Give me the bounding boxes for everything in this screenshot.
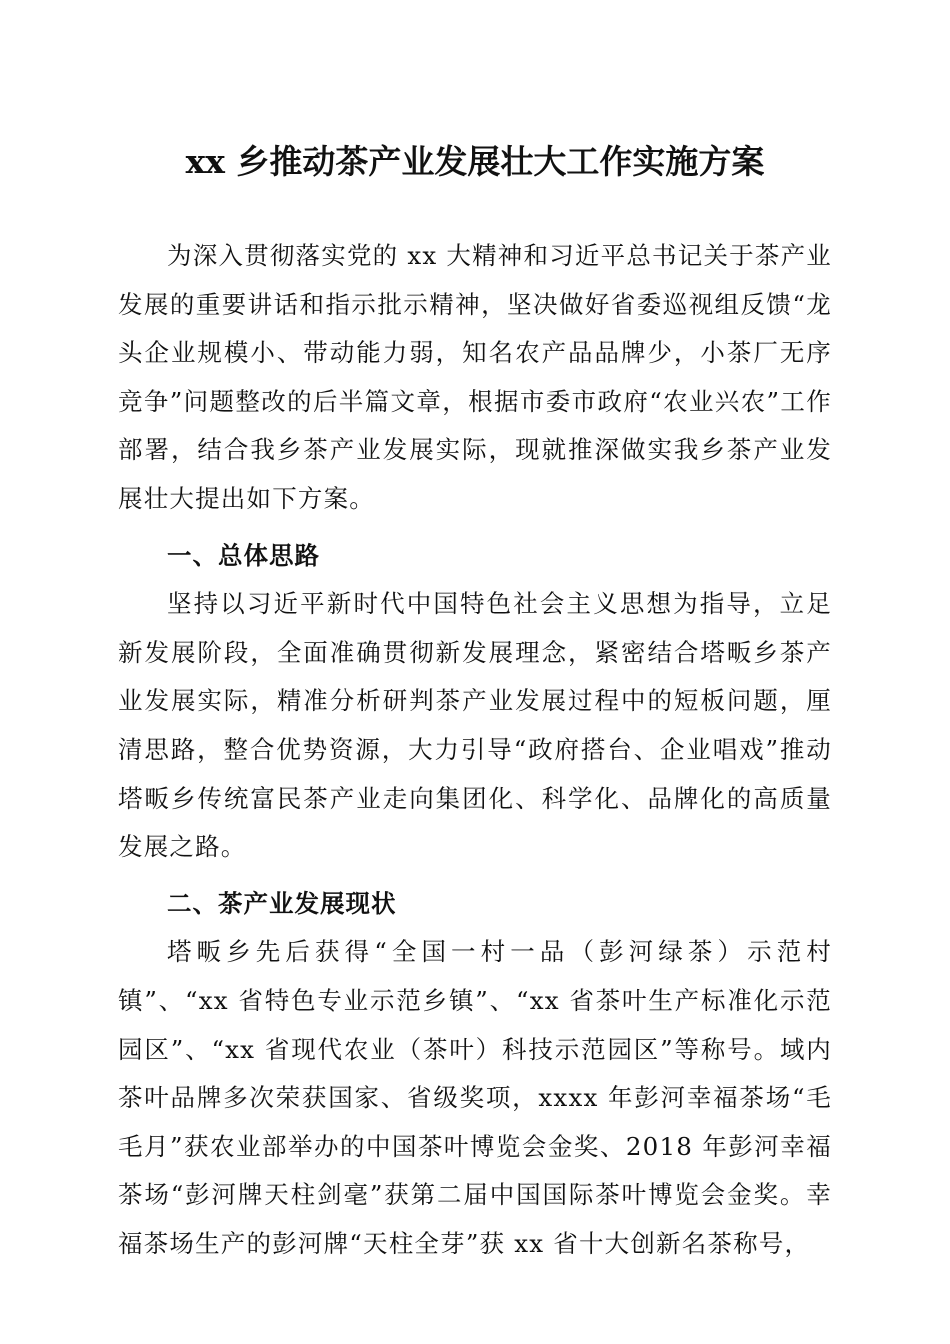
- spacer: [118, 524, 832, 532]
- section-paragraph-overall-approach: 坚持以习近平新时代中国特色社会主义思想为指导，立足新发展阶段，全面准确贯彻新发展理念，紧密结合塔畈乡茶产业发展实际，精准分析研判茶产业发展过程中的短板问题，厘清思路，整合优势资源，大力引导“政府搭台、企业唱戏”推动塔畈乡传统富民茶产业走向集团化、科学化、品牌化的高质量发展之路。: [118, 589, 832, 862]
- spacer: [118, 872, 832, 880]
- intro-paragraph: 为深入贯彻落实党的 xx 大精神和习近平总书记关于茶产业发展的重要讲话和指示批示精神，坚决做好省委巡视组反馈“龙头企业规模小、带动能力弱，知名农产品品牌少，小茶厂无序竞争”问题整改的后半篇文章，根据市委市政府“农业兴农”工作部署，结合我乡茶产业发展实际，现就推深做实我乡茶产业发展壮大提出如下方案。: [118, 241, 832, 513]
- section-heading-current-status: 二、茶产业发展现状: [167, 888, 397, 918]
- document-title: xx 乡推动茶产业发展壮大工作实施方案: [185, 142, 765, 181]
- section-heading-overall-approach: 一、总体思路: [167, 540, 320, 570]
- document-body: [118, 232, 832, 1268]
- section-paragraph-current-status: 塔畈乡先后获得“全国一村一品（彭河绿茶）示范村镇”、“xx 省特色专业示范乡镇”、“xx 省茶叶生产标准化示范园区”、“xx 省现代农业（茶叶）科技示范园区”等称号。域内茶叶品牌多次荣获国家、省级奖项，xxxx 年彭河幸福茶场“毛毛月”获农业部举办的中国茶叶博览会金奖、2018 年彭河幸福茶场“彭河牌天柱剑毫”获第二届中国国际茶叶博览会金奖。幸福茶场生产的彭河牌“天柱全芽”获 xx 省十大创新名茶称号，: [118, 937, 832, 1258]
